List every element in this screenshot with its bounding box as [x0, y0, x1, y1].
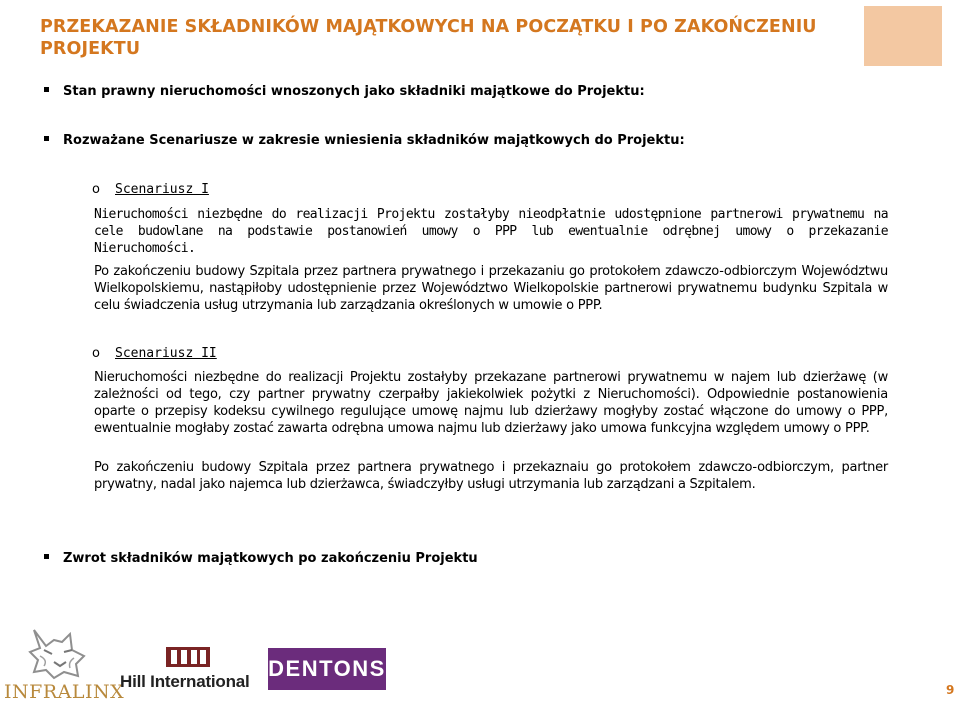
scenario-2-paragraph-1: Nieruchomości niezbędne do realizacji Projektu zostałyby przekazane partnerowi prywatnemu w najem lub dzierżawę (w zależności od tego, czy partner prywatny czerpałby jakiekolwiek pożytki z Nieruchomości). Odpowiednie postanowienia oparte o przepisy kodeksu cywilnego regulujące umowę najmu lub dzierżawy mogłyby zostać włączone do umowy o PPP, ewentualnie mogłaby zostać zawarta odrębna umowa najmu lub dzierżawy jako umowa funkcyjna względem umowy o PPP. [94, 370, 888, 436]
infralinx-wordmark: INFRALINX [4, 681, 125, 703]
scenario-1-paragraph-1: Nieruchomości niezbędne do realizacji Projektu zostałyby nieodpłatnie udostępnione partnerowi prywatnemu na cele budowlane na podstawie postanowień umowy o PPP lub ewentualnie odrębnej umowy o przekazanie Nieruchomości. [94, 207, 888, 256]
circle-bullet-icon: o [92, 346, 100, 361]
circle-bullet-icon: o [92, 182, 100, 197]
hill-mark-icon [166, 647, 210, 667]
bullet-legal-status [44, 84, 645, 99]
bullet-text: Zwrot składników majątkowych po zakończeniu Projektu [63, 551, 478, 566]
hill-international-wordmark: Hill International [120, 672, 250, 691]
scenario-1-paragraph-2: Po zakończeniu budowy Szpitala przez partnera prywatnego i przekazaniu go protokołem zdawczo-odbiorczym Województwu Wielkopolskiemu, nastąpiłoby udostępnienie przez Województwo Wielkopolskie partnerowi prywatnemu budynku Szpitala w celu świadczenia usług utrzymania lub zarządzania określonych w umowie o PPP. [94, 264, 888, 313]
scenario-1-label: Scenariusz I [115, 182, 209, 197]
dentons-logo: DENTONS [268, 648, 386, 690]
bullet-text: Stan prawny nieruchomości wnoszonych jako składniki majątkowe do Projektu: [63, 84, 645, 99]
bullet-text: Rozważane Scenariusze w zakresie wniesienia składników majątkowych do Projektu: [63, 133, 685, 148]
lynx-head-icon [24, 626, 94, 682]
bullet-return-assets [44, 551, 478, 566]
square-bullet-icon [44, 136, 49, 141]
hill-international-logo [120, 647, 262, 699]
corner-decoration [864, 6, 942, 66]
scenario-2-paragraph-2: Po zakończeniu budowy Szpitala przez partnera prywatnego i przekaznaiu go protokołem zdawczo-odbiorczym, partner prywatny, nadal jako najemca lub dzierżawca, świadczyłby usługi utrzymania lub zarządzani a Szpitalem. [94, 460, 888, 492]
scenario-2-label: Scenariusz II [115, 346, 217, 361]
bullet-scenarios [44, 133, 685, 148]
slide-title: PRZEKAZANIE SKŁADNIKÓW MAJĄTKOWYCH NA POCZĄTKU I PO ZAKOŃCZENIU PROJEKTU [40, 17, 817, 59]
infralinx-logo [4, 626, 125, 704]
page-number: 9 [946, 683, 955, 697]
footer-logos [0, 610, 960, 702]
square-bullet-icon [44, 87, 49, 92]
square-bullet-icon [44, 554, 49, 559]
